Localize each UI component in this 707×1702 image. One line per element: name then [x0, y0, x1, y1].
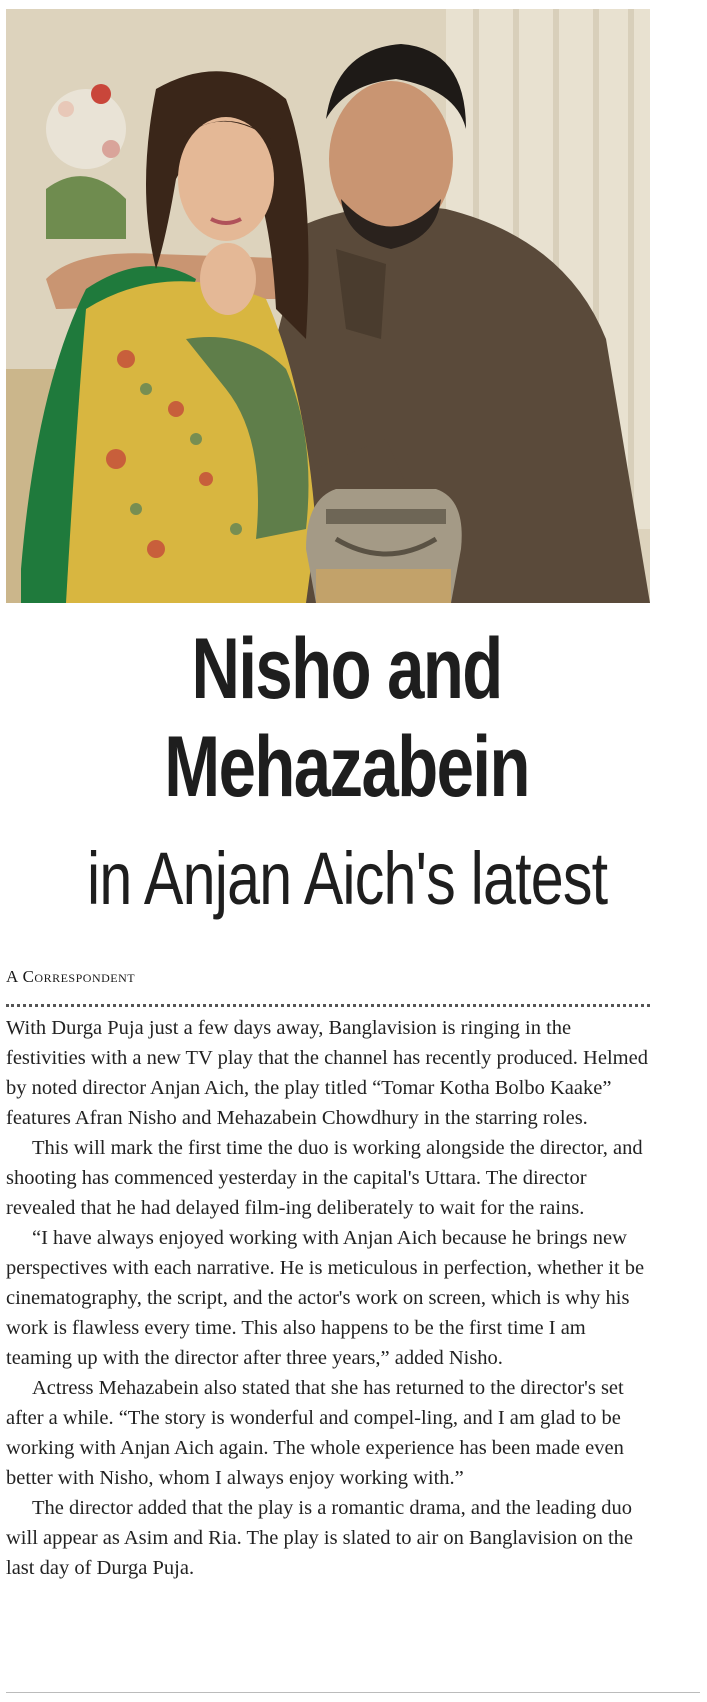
article-paragraph: The director added that the play is a romantic drama, and the leading duo will appear as Asim and Ria. The play is slated to air on Banglavision on the last day of Durga Puja.	[6, 1497, 634, 1579]
article-body	[6, 1013, 650, 1583]
headline-line-3: in Anjan Aich's latest	[87, 837, 608, 920]
headline-line-2: Mehazabein	[164, 719, 529, 815]
byline: A Correspondent	[6, 967, 136, 986]
article-paragraph: Actress Mehazabein also stated that she has returned to the director's set after a while. “The story is wonderful and compel-ling, and I am glad to be working with Anjan Aich again. The whole experience has been made even better with Nisho, whom I always enjoy working with.”	[6, 1377, 624, 1489]
bottom-divider	[6, 1692, 700, 1693]
article-paragraph: “I have always enjoyed working with Anjan Aich because he brings new perspectives with each narrative. He is meticulous in perfection, whether it be cinematography, the script, and the actor's work on screen, which is why his work is flawless every time. This also happens to be the first time I am teaming up with the director after three years,” added Nisho.	[6, 1227, 645, 1369]
article-paragraph: With Durga Puja just a few days away, Banglavision is ringing in the festivities with a new TV play that the channel has recently produced. Helmed by noted director Anjan Aich, the play titled “Tomar Kotha Bolbo Kaake” features Afran Nisho and Mehazabein Chowdhury in the starring roles.	[6, 1017, 648, 1129]
headline-line-1: Nisho and	[191, 621, 502, 717]
article-photo	[6, 9, 650, 603]
article-paragraph: This will mark the first time the duo is working alongside the director, and shooting has commenced yesterday in the capital's Uttara. The director revealed that he had delayed film-ing deliberately to wait for the rains.	[6, 1137, 643, 1219]
dotted-divider	[6, 1004, 650, 1007]
